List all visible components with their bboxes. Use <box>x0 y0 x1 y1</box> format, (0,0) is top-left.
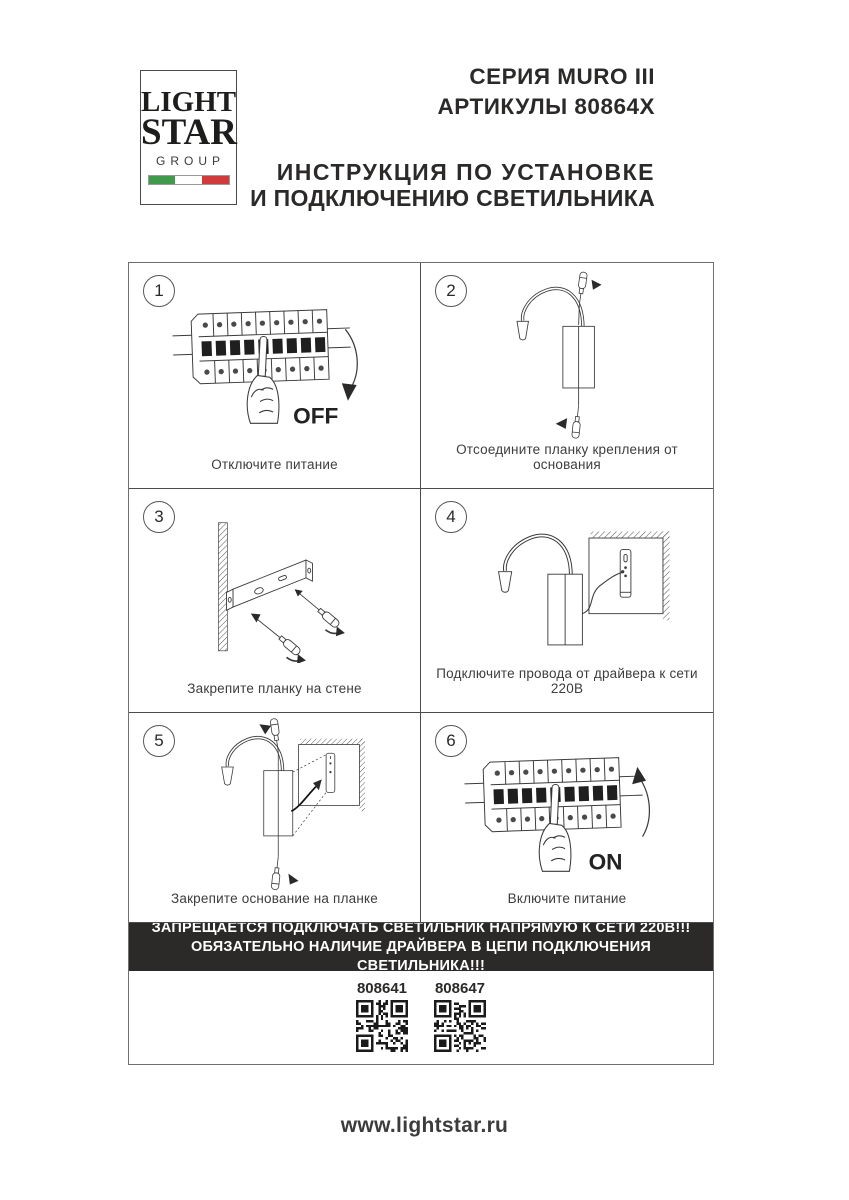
connect-wires-illustration <box>464 515 670 663</box>
arrow-down-left-icon <box>556 418 567 429</box>
step-cell-5 <box>129 713 421 923</box>
bracket-on-wall <box>620 550 631 598</box>
breaker-off-illustration <box>166 291 384 439</box>
screwdriver-handle-icon <box>317 607 341 629</box>
step-caption: Включите питание <box>507 891 627 906</box>
website-url: www.lightstar.ru <box>340 1114 509 1137</box>
wire-terminal <box>621 570 624 573</box>
step-number-badge: 6 <box>435 725 467 757</box>
product-item <box>356 980 408 1064</box>
mount-bracket-illustration <box>173 513 376 663</box>
mounting-bracket-drawing <box>227 560 313 610</box>
curved-arrow-up-icon <box>632 767 649 837</box>
screw-lower <box>251 614 306 663</box>
step-number-badge: 1 <box>143 275 175 307</box>
wall-lamp-drawing <box>222 738 293 836</box>
curved-arrow-down-icon <box>342 329 357 400</box>
step-cell-3 <box>129 489 421 713</box>
product-code: 808641 <box>356 980 408 997</box>
step-cell-4 <box>421 489 713 713</box>
step-number-badge: 4 <box>435 501 467 533</box>
wall-hatch <box>219 523 228 651</box>
breaker-on-illustration <box>458 739 676 887</box>
arrow-up-right-icon <box>591 280 601 290</box>
step-number-badge: 5 <box>143 725 175 757</box>
step-caption: Закрепите планку на стене <box>187 681 362 696</box>
bracket-on-wall <box>326 753 335 792</box>
screwdriver-bottom-icon <box>271 856 282 890</box>
wall-hatch-right <box>359 739 365 812</box>
fix-base-illustration <box>184 717 365 891</box>
product-code: 808647 <box>434 980 486 997</box>
step-caption: Отключите питание <box>211 457 338 472</box>
step-cell-2 <box>421 263 713 489</box>
flag-red-stripe <box>202 176 229 184</box>
on-label: ON <box>588 849 623 875</box>
logo-text-light: LIGHT <box>141 86 237 118</box>
qr-code <box>356 1000 408 1052</box>
wall-hatch-right <box>663 531 670 620</box>
wall-lamp-drawing <box>499 535 583 644</box>
arrow-up-left-icon <box>259 724 271 734</box>
instruction-title-line2: И ПОДКЛЮЧЕНИЮ СВЕТИЛЬНИКА <box>250 185 655 211</box>
product-item <box>434 980 486 1064</box>
screw-upper <box>295 589 345 636</box>
screwdriver-bottom-icon <box>571 405 582 439</box>
logo-text-group: GROUP <box>155 154 225 169</box>
flag-white-stripe <box>175 176 202 184</box>
warning-banner <box>129 919 713 974</box>
italian-flag <box>148 175 230 185</box>
wall-hatch-top <box>591 531 670 538</box>
step-cell-6 <box>421 713 713 923</box>
step-cells <box>129 263 713 923</box>
flag-green-stripe <box>149 176 176 184</box>
step-cell-1 <box>129 263 421 489</box>
header-titles <box>250 62 655 211</box>
off-label: OFF <box>292 403 339 429</box>
wall-lamp-drawing <box>517 288 594 388</box>
warning-line-1: ЗАПРЕЩАЕТСЯ ПОДКЛЮЧАТЬ СВЕТИЛЬНИК НАПРЯМУЮ К СЕТИ 220В!!! <box>151 919 691 936</box>
step-number-badge: 3 <box>143 501 175 533</box>
lightstar-logo <box>140 70 237 205</box>
logo-text-star: STAR <box>141 112 237 153</box>
wall-hatch-top <box>300 739 365 745</box>
step-caption: Закрепите основание на планке <box>171 891 378 906</box>
arrow-down-right-icon <box>288 874 298 885</box>
articles-title: АРТИКУЛЫ 80864X <box>437 94 655 119</box>
warning-line-2: ОБЯЗАТЕЛЬНО НАЛИЧИЕ ДРАЙВЕРА В ЦЕПИ ПОДКЛЮЧЕНИЯ СВЕТИЛЬНИКА!!! <box>190 938 652 974</box>
step-caption: Отсоедините планку крепления от основания <box>456 442 678 472</box>
product-codes-section <box>129 971 713 1064</box>
instruction-title-line1: ИНСТРУКЦИЯ ПО УСТАНОВКЕ <box>276 159 655 185</box>
series-title: СЕРИЯ MURO III <box>469 64 655 89</box>
step-number-badge: 2 <box>435 275 467 307</box>
instruction-grid <box>128 262 714 1065</box>
step-caption: Подключите провода от драйвера к сети 220В <box>436 666 698 696</box>
screwdriver-handle-icon <box>278 634 302 656</box>
detach-bracket-illustration <box>474 269 660 441</box>
qr-code <box>434 1000 486 1052</box>
